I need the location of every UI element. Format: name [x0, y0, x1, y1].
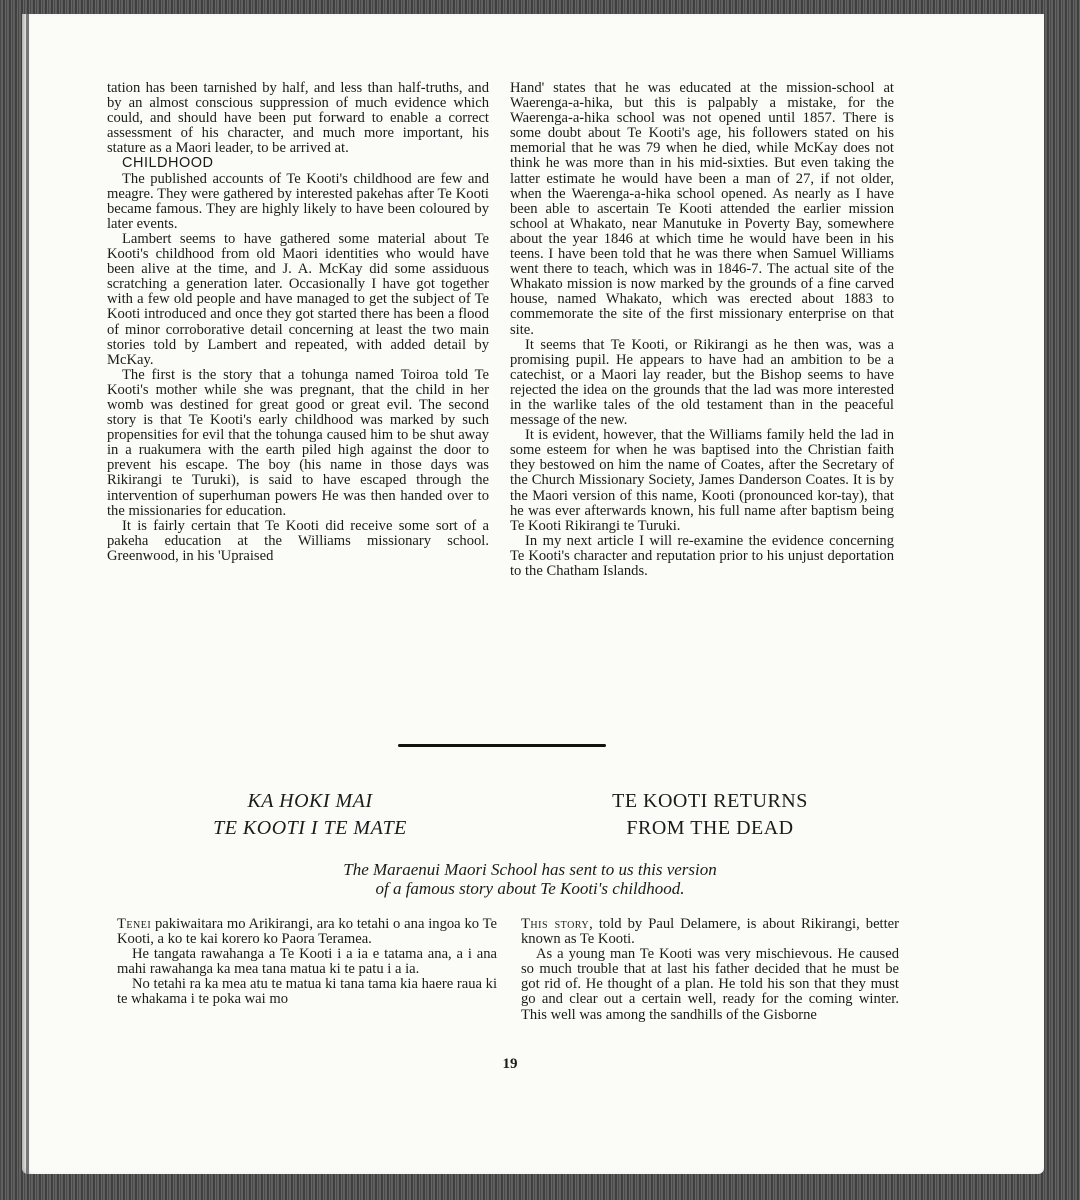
- page-gutter: [26, 14, 29, 1174]
- story-maori-column: [117, 917, 497, 1008]
- section-divider: [398, 744, 606, 747]
- story-title-maori-line2: TE KOOTI I TE MATE: [213, 817, 407, 839]
- story-lead-word: Tenei: [117, 916, 152, 932]
- story-english-column: [521, 917, 899, 1023]
- story-lead-word: This story: [521, 916, 590, 932]
- article-paragraph: In my next article I will re-examine the evidence concerning Te Kooti's character and reputation prior to his unjust deportation to the Chatham Islands.: [510, 532, 894, 579]
- story-paragraph: No tetahi ra ka mea atu te matua ki tana tama kia haere raua ki te whakama i te poka wai mo: [117, 976, 497, 1008]
- article-paragraph: tation has been tarnished by half, and less than half-truths, and by an almost conscious suppression of much evidence which could, and should have been put forward to enable a correct assessment of his character, and much more important, his stature as a Maori leader, to be arrived at.: [107, 80, 489, 157]
- article-right-column: [510, 81, 894, 579]
- story-paragraph-text: , told by Paul Delamere, is about Rikirangi, better known as Te Kooti.: [521, 916, 899, 948]
- article-paragraph: It is fairly certain that Te Kooti did receive some sort of a pakeha education at the Williams missionary school. Greenwood, in his 'Upraised: [107, 517, 489, 564]
- article-paragraph: It seems that Te Kooti, or Rikirangi as he then was, was a promising pupil. He appears to have had an ambition to be a catechist, or a Maori lay reader, but the Bishop seems to have rejected the idea on the grounds that the lad was more interested in the warlike tales of the old testament than in the peaceful message of the new.: [510, 336, 894, 429]
- story-title-english-line1: TE KOOTI RETURNS: [612, 790, 808, 812]
- article-left-column: [107, 81, 489, 564]
- story-paragraph: He tangata rawahanga a Te Kooti i a ia e tatama ana, a i ana mahi rawahanga ka mea tana matua ki te patu i a ia.: [117, 946, 497, 978]
- page-number: 19: [502, 1056, 518, 1072]
- story-subtitle: [190, 861, 870, 898]
- story-title-english-line2: FROM THE DEAD: [626, 817, 794, 839]
- article-paragraph: Lambert seems to have gathered some material about Te Kooti's childhood from old Maori identities who would have been alive at the time, and J. A. McKay did some assiduous scratching a generation later. Occasionally I have got together with a few old people and have managed to get the subject of Te Kooti introduced and once they got started there has been a flood of minor corroborative detail concerning at least the two main stories told by Lambert and repeated, with added detail by McKay.: [107, 230, 489, 368]
- story-title-maori-line1: KA HOKI MAI: [247, 790, 373, 812]
- article-paragraph: It is evident, however, that the Williams family held the lad in some esteem for when he was baptised into the Christian faith they bestowed on him the name of Coates, after the Secretary of the Church Missionary Society, James Danderson Coates. It is by the Maori version of this name, Kooti (pronounced kor-tay), that he was ever afterwards known, his full name after baptism being Te Kooti Rikirangi te Turuki.: [510, 427, 894, 534]
- story-paragraph-text: pakiwaitara mo Arikirangi, ara ko tetahi o ana ingoa ko Te Kooti, a ko te kai korero ko Paora Teramea.: [117, 916, 497, 948]
- article-paragraph: Hand' states that he was educated at the mission-school at Waerenga-a-hika, but this is palpably a mistake, for the Waerenga-a-hika school was not opened until 1857. There is some doubt about Te Kooti's age, his followers stated on his memorial that he was 79 when he died, while McKay does not think he was more than in his mid-sixties. But even taking the latter estimate he would have been a man of 27, if not older, when the Waerenga-a-hika school opened. As nearly as I have been able to ascertain Te Kooti attended the earlier mission school at Whakato, near Manutuke in Poverty Bay, somewhere about the year 1846 at which time he would have been in his teens. I have been told that he was there when Samuel Williams went there to teach, which was in 1846-7. The actual site of the Whakato mission is now marked by the grounds of a fine carved house, named Whakato, which was erected about 1883 to commemorate the site of the first missionary enterprise on that site.: [510, 80, 894, 338]
- section-heading: CHILDHOOD: [122, 155, 214, 172]
- story-paragraph: [521, 917, 899, 947]
- article-paragraph: The first is the story that a tohunga named Toiroa told Te Kooti's mother while she was pregnant, that the child in her womb was destined for great good or great evil. The second story is that Te Kooti's early childhood was marked by such propensities for evil that the tohunga caused him to be shut away in a ruakumera with the earth piled high against the door to prevent his escape. The boy (his name in those days was Rikirangi te Turuki), is said to have escaped through the intervention of superhuman powers He was then handed over to the missionaries for education.: [107, 366, 489, 519]
- article-paragraph: The published accounts of Te Kooti's childhood are few and meagre. They were gathered by interested pakehas after Te Kooti became famous. They are highly likely to have been coloured by later events.: [107, 170, 489, 232]
- story-paragraph: [117, 917, 497, 947]
- story-subtitle-line2: of a famous story about Te Kooti's childhood.: [375, 878, 685, 898]
- story-subtitle-line1: The Maraenui Maori School has sent to us this version: [343, 860, 717, 879]
- story-paragraph: As a young man Te Kooti was very mischievous. He caused so much trouble that at last his father decided that he must be got rid of. He thought of a plan. He told his son that they must go and clear out a certain well, ready for the coming winter. This well was among the sandhills of the Gisborne: [521, 946, 899, 1023]
